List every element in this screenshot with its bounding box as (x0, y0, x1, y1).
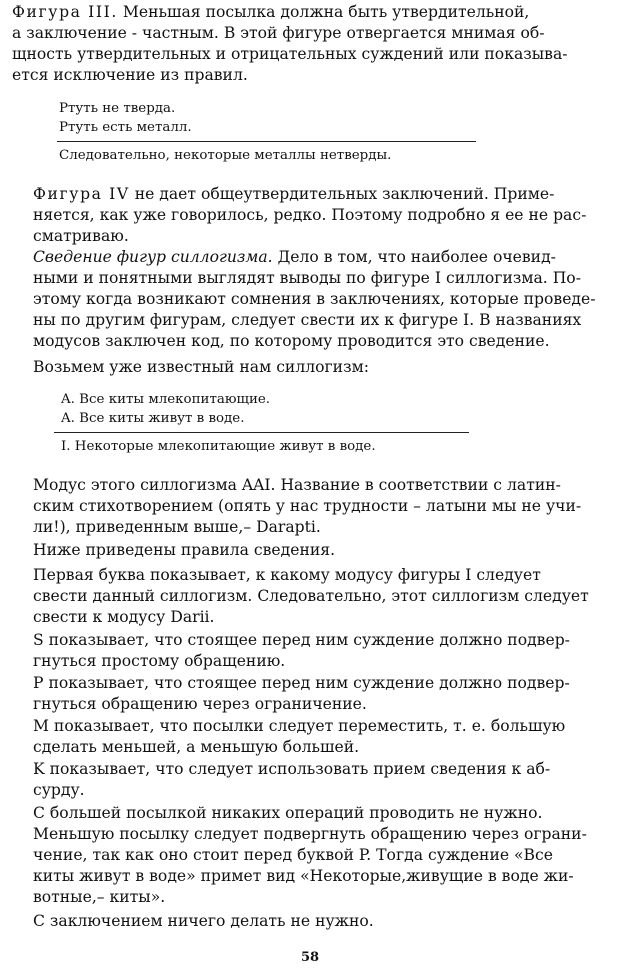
paragraph-figure-3 (12, 2, 608, 86)
paragraph-figure-4 (33, 184, 608, 247)
paragraph-rules-intro: Ниже приведены правила сведения. (33, 541, 336, 559)
reduction-lead: Сведение фигур силлогизма. (33, 248, 273, 266)
paragraph-letter-k: K показывает, что следует использовать прием сведения к аб- сурду. (33, 760, 551, 799)
syllogism-1-premises: Ртуть не тверда. Ртуть есть металл. (59, 101, 192, 135)
syllogism-2-rule (54, 432, 469, 433)
paragraph-letter-p: P показывает, что стоящее перед ним суждение должно подвер- гнуться обращению через ограничение. (33, 674, 570, 713)
figure-3-lead: Фигура III. (12, 3, 118, 21)
paragraph-conclusion: С заключением ничего делать не нужно. (33, 912, 374, 930)
paragraph-first-letter: Первая буква показывает, к какому модусу фигуры I следует свести данный силлогизм. Следовательно, этот силлогизм следует свести к модусу Darii. (33, 566, 589, 626)
syllogism-2-premises: A. Все киты млекопитающие. A. Все киты живут в воде. (61, 392, 271, 426)
syllogism-1-conclusion: Следовательно, некоторые металлы нетверды. (59, 148, 392, 163)
paragraph-letter-s: S показывает, что стоящее перед ним суждение должно подвер- гнуться простому обращению. (33, 631, 570, 670)
figure-4-lead: Фигура IV (33, 185, 130, 203)
paragraph-letter-m: M показывает, что посылки следует переместить, т. е. большую сделать меньшей, а меньшую большей. (33, 717, 566, 756)
figure-4-text: не дает общеутвердительных заключений. Приме- няется, как уже говорилось, редко. Поэтому подробно я ее не рас- сматриваю. (33, 185, 587, 245)
syllogism-2-conclusion: I. Некоторые млекопитающие живут в воде. (61, 439, 376, 454)
paragraph-major-premise: С большей посылкой никаких операций проводить не нужно. Меньшую посылку следует подвергнуть обращению через ограни- чение, так как оно стоит перед буквой P. Тогда суждение «Все киты живут в воде» примет вид «Некоторые,живущие в воде жи- вотные,– киты». (33, 804, 587, 906)
reduction-text: Дело в том, что наиболее очевид- ными и понятными выглядят выводы по фигуре I силлогизма. По- этому когда возникают сомнения в заключениях, которые проведе- ны по другим фигурам, следует свести их к фигуре I. В названиях модусов заключен код, по которому проводится это сведение. (33, 248, 596, 350)
paragraph-reduction (33, 247, 608, 352)
paragraph-take-syllogism: Возьмем уже известный нам силлогизм: (33, 358, 369, 376)
paragraph-modus: Модус этого силлогизма AAI. Название в соответствии с латин- ским стихотворением (опять у нас трудности – латыни мы не учи- ли!), приведенным выше,– Darapti. (33, 476, 582, 536)
syllogism-1-rule (57, 141, 476, 142)
figure-3-text: Меньшая посылка должна быть утвердительной, а заключение - частным. В этой фигуре отвергается мнимая об- щность утвердительных и отрицательных суждений или показыва- ется исключение из правил. (12, 3, 568, 84)
page-number: 58 (300, 950, 320, 965)
